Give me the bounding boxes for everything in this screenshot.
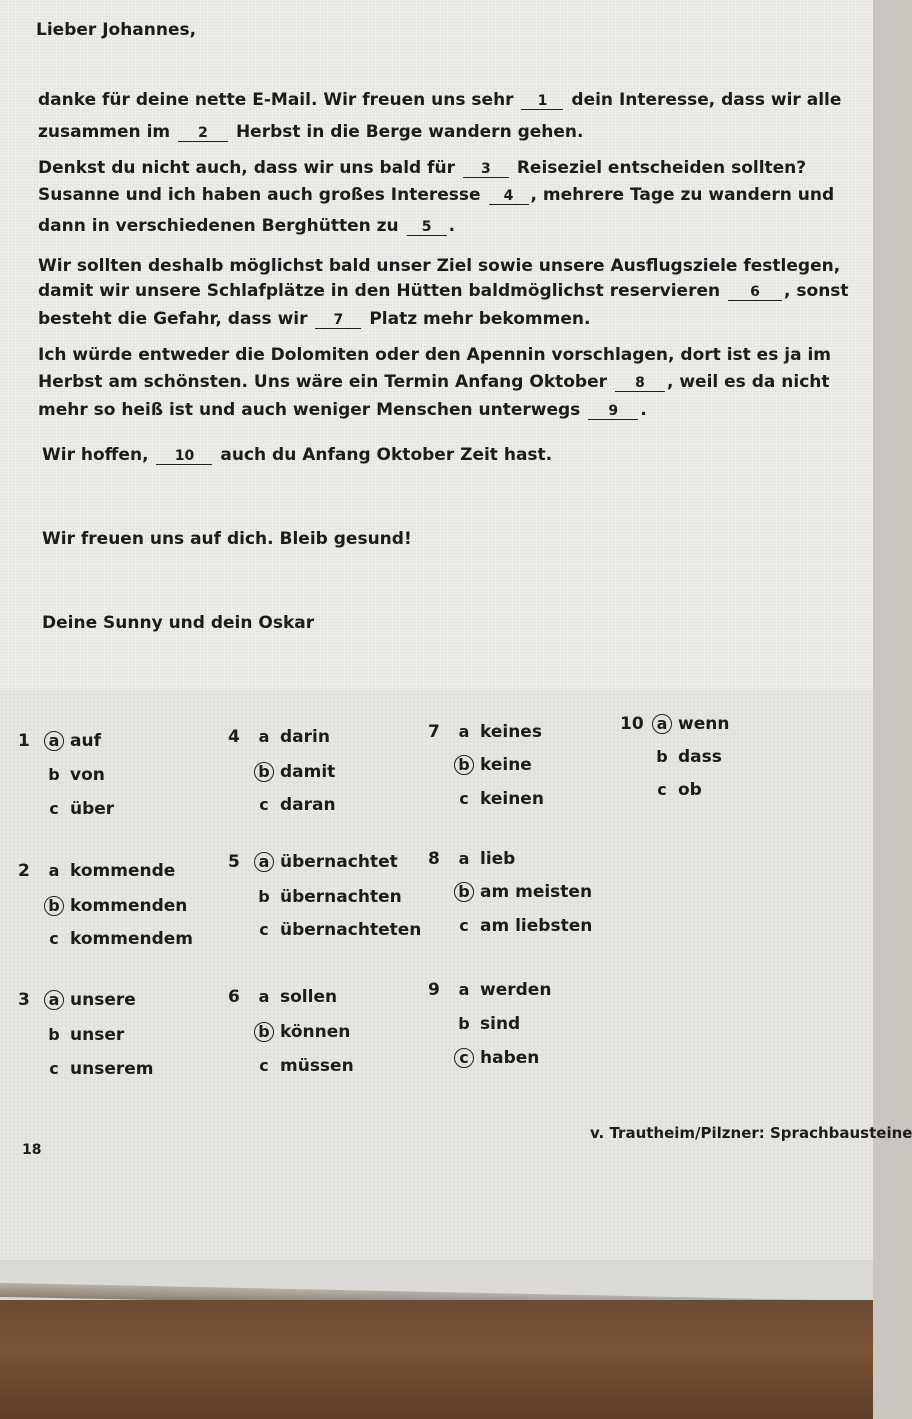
option-7-a — [428, 721, 542, 743]
circled-answer-letter: a — [652, 714, 672, 734]
option-text: dass — [678, 747, 722, 767]
option-9-b — [428, 1013, 520, 1035]
option-9-c — [428, 1047, 539, 1069]
answer-letter: b — [656, 747, 668, 766]
option-7-c — [428, 788, 544, 810]
option-8-b — [428, 881, 592, 903]
letter-line: zusammen im 2 Herbst in die Berge wandern gehen. — [38, 122, 584, 142]
option-5-b — [228, 886, 402, 908]
option-text: kommende — [70, 861, 176, 881]
circled-answer-letter: b — [44, 896, 64, 916]
option-text: am meisten — [480, 882, 593, 902]
circled-answer-letter: a — [44, 731, 64, 751]
letter-line: dann in verschiedenen Berghütten zu 5 . — [38, 216, 456, 236]
option-3-b — [18, 1024, 124, 1046]
answer-letter: a — [258, 987, 270, 1006]
letter-line: Wir sollten deshalb möglichst bald unser Ziel sowie unsere Ausflugsziele festlegen, — [38, 256, 841, 276]
gap-5: 5 — [407, 219, 447, 236]
gap-8: 8 — [615, 375, 665, 392]
desk-surface — [0, 1300, 873, 1419]
gap-10: 10 — [156, 448, 212, 465]
option-text: müssen — [280, 1056, 354, 1076]
greeting: Lieber Johannes, — [36, 20, 197, 40]
page-number: 18 — [22, 1142, 42, 1158]
option-6-b — [228, 1021, 350, 1043]
option-text: am liebsten — [480, 916, 593, 936]
answer-letter: c — [259, 795, 269, 814]
answer-letter: c — [459, 916, 469, 935]
option-text: werden — [480, 980, 552, 1000]
option-text: darin — [280, 727, 330, 747]
question-number: 3 — [18, 990, 30, 1010]
option-3-a — [18, 989, 136, 1011]
option-text: sollen — [280, 987, 338, 1007]
option-text: unsere — [70, 990, 136, 1010]
option-1-a — [18, 730, 101, 752]
answer-letter: b — [458, 1014, 470, 1033]
circled-answer-letter: a — [44, 990, 64, 1010]
option-5-c — [228, 919, 421, 941]
option-10-a — [620, 713, 729, 735]
answer-letter: c — [49, 929, 59, 948]
letter-line: Denkst du nicht auch, dass wir uns bald für 3 Reiseziel entscheiden sollten? — [38, 158, 807, 178]
option-9-a — [428, 979, 551, 1001]
option-4-a — [228, 726, 330, 748]
option-2-b — [18, 895, 187, 917]
closing: Wir freuen uns auf dich. Bleib gesund! — [42, 529, 412, 549]
option-text: von — [70, 765, 105, 785]
option-text: keines — [480, 722, 542, 742]
question-number: 1 — [18, 731, 30, 751]
answer-letter: a — [458, 849, 470, 868]
question-number: 7 — [428, 722, 440, 742]
question-number: 4 — [228, 727, 240, 747]
option-text: über — [70, 799, 115, 819]
option-text: kommendem — [70, 929, 194, 949]
letter-line: mehr so heiß ist und auch weniger Menschen unterwegs 9 . — [38, 400, 647, 420]
letter-line: Wir hoffen, 10 auch du Anfang Oktober Zeit hast. — [42, 445, 553, 465]
option-text: haben — [480, 1048, 540, 1068]
option-text: lieb — [480, 849, 516, 869]
answer-letter: c — [49, 1059, 59, 1078]
circled-answer-letter: b — [454, 755, 474, 775]
circled-answer-letter: a — [254, 852, 274, 872]
option-8-a — [428, 848, 515, 870]
option-3-c — [18, 1058, 153, 1080]
answer-letter: c — [657, 780, 667, 799]
option-6-c — [228, 1055, 354, 1077]
question-number: 9 — [428, 980, 440, 1000]
letter-line: Ich würde entweder die Dolomiten oder den Apennin vorschlagen, dort ist es ja im — [38, 345, 832, 365]
source-credit: v. Trautheim/Pilzner: Sprachbausteine — [590, 1124, 912, 1142]
option-10-b — [620, 746, 722, 768]
answer-letter: b — [258, 887, 270, 906]
option-1-c — [18, 798, 114, 820]
option-text: keine — [480, 755, 532, 775]
gap-7: 7 — [315, 312, 361, 329]
option-text: übernachten — [280, 887, 402, 907]
letter-line: Herbst am schönsten. Uns wäre ein Termin Anfang Oktober 8 , weil es da nicht — [38, 372, 830, 392]
answer-letter: c — [259, 920, 269, 939]
option-text: unser — [70, 1025, 125, 1045]
letter-line: Susanne und ich haben auch großes Interesse 4 , mehrere Tage zu wandern und — [38, 185, 835, 205]
answer-letter: a — [258, 727, 270, 746]
option-text: auf — [70, 731, 101, 751]
option-1-b — [18, 764, 105, 786]
question-number: 8 — [428, 849, 440, 869]
circled-answer-letter: b — [454, 882, 474, 902]
option-text: übernachtet — [280, 852, 398, 872]
option-4-c — [228, 794, 336, 816]
gap-6: 6 — [728, 284, 782, 301]
answer-letter: c — [259, 1056, 269, 1075]
answer-letter: c — [459, 789, 469, 808]
signature: Deine Sunny und dein Oskar — [42, 613, 315, 633]
answer-letter: b — [48, 1025, 60, 1044]
letter-line: damit wir unsere Schlafplätze in den Hütten baldmöglichst reservieren 6 , sonst — [38, 281, 849, 301]
option-4-b — [228, 761, 335, 783]
option-text: keinen — [480, 789, 544, 809]
option-text: wenn — [678, 714, 730, 734]
circled-answer-letter: b — [254, 762, 274, 782]
option-text: sind — [480, 1014, 521, 1034]
question-number: 6 — [228, 987, 240, 1007]
gap-2: 2 — [178, 125, 228, 142]
option-text: übernachteten — [280, 920, 422, 940]
answer-letter: a — [458, 980, 470, 999]
question-number: 10 — [620, 714, 644, 734]
option-8-c — [428, 915, 592, 937]
letter-line: besteht die Gefahr, dass wir 7 Platz mehr bekommen. — [38, 309, 591, 329]
question-number: 2 — [18, 861, 30, 881]
question-number: 5 — [228, 852, 240, 872]
option-10-c — [620, 779, 702, 801]
letter-line: danke für deine nette E-Mail. Wir freuen uns sehr 1 dein Interesse, dass wir alle — [38, 90, 842, 110]
circled-answer-letter: c — [454, 1048, 474, 1068]
answer-letter: c — [49, 799, 59, 818]
option-text: unserem — [70, 1059, 154, 1079]
option-6-a — [228, 986, 337, 1008]
option-text: kommenden — [70, 896, 188, 916]
option-7-b — [428, 754, 532, 776]
circled-answer-letter: b — [254, 1022, 274, 1042]
gap-4: 4 — [489, 188, 529, 205]
gap-3: 3 — [463, 161, 509, 178]
option-text: damit — [280, 762, 336, 782]
answer-letter: a — [458, 722, 470, 741]
option-text: daran — [280, 795, 336, 815]
option-2-c — [18, 928, 193, 950]
option-text: können — [280, 1022, 351, 1042]
answer-letter: b — [48, 765, 60, 784]
answer-letter: a — [48, 861, 60, 880]
option-text: ob — [678, 780, 702, 800]
option-2-a — [18, 860, 175, 882]
option-5-a — [228, 851, 398, 873]
gap-1: 1 — [521, 93, 563, 110]
gap-9: 9 — [588, 403, 638, 420]
